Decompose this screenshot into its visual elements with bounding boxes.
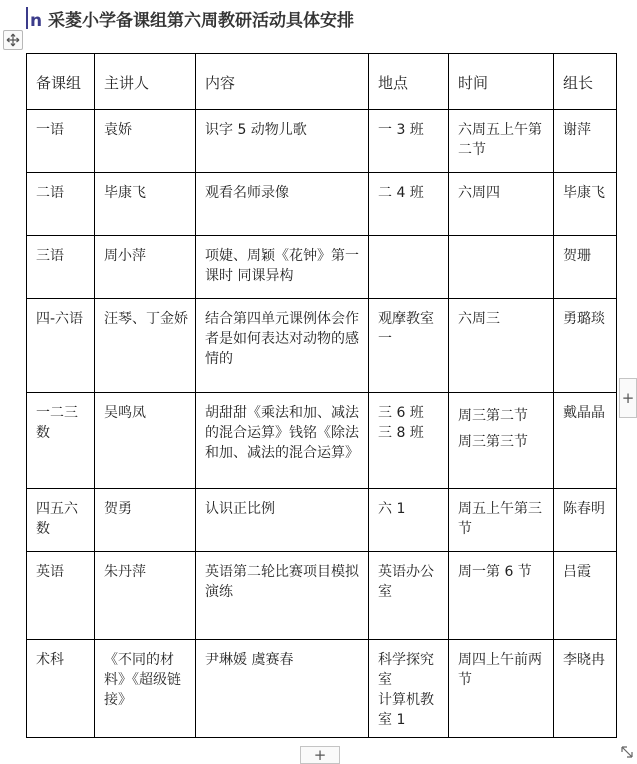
title-marker: n (30, 10, 43, 31)
table-cell[interactable]: 陈春明 (554, 489, 617, 552)
table-cell[interactable]: 英语 (27, 552, 95, 640)
table-cell[interactable]: 周一第 6 节 (449, 552, 554, 640)
table-row (27, 640, 617, 738)
plus-icon: + (621, 389, 635, 407)
table-cell[interactable]: 贺珊 (554, 236, 617, 299)
table-row (27, 173, 617, 236)
table-cell[interactable]: 毕康飞 (95, 173, 196, 236)
table-row (27, 552, 617, 640)
table-cell[interactable]: 吕霞 (554, 552, 617, 640)
table-cell[interactable]: 六周三 (449, 299, 554, 393)
table-cell[interactable]: 二语 (27, 173, 95, 236)
table-cell[interactable]: 观摩教室一 (369, 299, 449, 393)
add-column-button[interactable] (619, 378, 637, 418)
table-cell[interactable]: 术科 (27, 640, 95, 738)
table-cell[interactable]: 四五六数 (27, 489, 95, 552)
document-title[interactable] (30, 6, 354, 31)
plus-icon: + (313, 746, 327, 764)
table-cell[interactable]: 一 3 班 (369, 110, 449, 173)
table-cell[interactable]: 周四上午前两节 (449, 640, 554, 738)
header-cell[interactable]: 备课组 (27, 54, 95, 110)
header-cell[interactable]: 内容 (196, 54, 369, 110)
schedule-table (26, 53, 617, 738)
table-cell[interactable]: 四-六语 (27, 299, 95, 393)
table-cell[interactable]: 英语办公室 (369, 552, 449, 640)
table-cell[interactable]: 项婕、周颖《花钟》第一课时 同课异构 (196, 236, 369, 299)
table-header-row (27, 54, 617, 110)
table-cell[interactable]: 朱丹萍 (95, 552, 196, 640)
header-cell[interactable]: 时间 (449, 54, 554, 110)
table-cell[interactable]: 周五上午第三节 (449, 489, 554, 552)
table-cell[interactable]: 周小萍 (95, 236, 196, 299)
table-cell[interactable] (449, 236, 554, 299)
table-cell[interactable]: 三 6 班 三 8 班 (369, 393, 449, 489)
move-handle-icon[interactable] (3, 30, 23, 50)
resize-corner-icon[interactable] (620, 745, 634, 759)
table-cell[interactable]: 胡甜甜《乘法和加、减法的混合运算》钱铭《除法和加、减法的混合运算》 (196, 393, 369, 489)
header-cell[interactable]: 主讲人 (95, 54, 196, 110)
add-row-button[interactable] (300, 746, 340, 764)
table-cell[interactable]: 识字 5 动物儿歌 (196, 110, 369, 173)
table-cell[interactable]: 结合第四单元课例体会作者是如何表达对动物的感情的 (196, 299, 369, 393)
table-cell[interactable]: 一二三数 (27, 393, 95, 489)
table-cell[interactable]: 尹琳媛 虞赛春 (196, 640, 369, 738)
table-row (27, 299, 617, 393)
table-cell[interactable]: 吴鸣凤 (95, 393, 196, 489)
table-row (27, 236, 617, 299)
table-cell[interactable]: 观看名师录像 (196, 173, 369, 236)
table-cell[interactable]: 科学探究室 计算机教室 1 (369, 640, 449, 738)
table-row (27, 489, 617, 552)
table-cell[interactable]: 六 1 (369, 489, 449, 552)
table-cell[interactable]: 六周五上午第二节 (449, 110, 554, 173)
table-cell[interactable]: 二 4 班 (369, 173, 449, 236)
table-cell[interactable]: 戴晶晶 (554, 393, 617, 489)
table-cell[interactable]: 毕康飞 (554, 173, 617, 236)
table-cell[interactable]: 袁娇 (95, 110, 196, 173)
table-row (27, 110, 617, 173)
table-row (27, 393, 617, 489)
table-cell[interactable]: 一语 (27, 110, 95, 173)
header-cell[interactable]: 地点 (369, 54, 449, 110)
table-cell[interactable]: 英语第二轮比赛项目模拟演练 (196, 552, 369, 640)
table-cell[interactable]: 李晓冉 (554, 640, 617, 738)
table-cell[interactable]: 谢萍 (554, 110, 617, 173)
table-cell[interactable]: 贺勇 (95, 489, 196, 552)
table-cell[interactable]: 周三第二节 周三第三节 (449, 393, 554, 489)
text-cursor (26, 7, 28, 29)
table-cell[interactable] (369, 236, 449, 299)
table-cell[interactable]: 勇璐琰 (554, 299, 617, 393)
title-text: 采菱小学备课组第六周教研活动具体安排 (48, 10, 355, 31)
table-cell[interactable]: 《不同的材料》《超级链接》 (95, 640, 196, 738)
table-cell[interactable]: 汪琴、丁金娇 (95, 299, 196, 393)
header-cell[interactable]: 组长 (554, 54, 617, 110)
table-cell[interactable]: 三语 (27, 236, 95, 299)
table-cell[interactable]: 认识正比例 (196, 489, 369, 552)
table-cell[interactable]: 六周四 (449, 173, 554, 236)
title-row (26, 6, 354, 30)
